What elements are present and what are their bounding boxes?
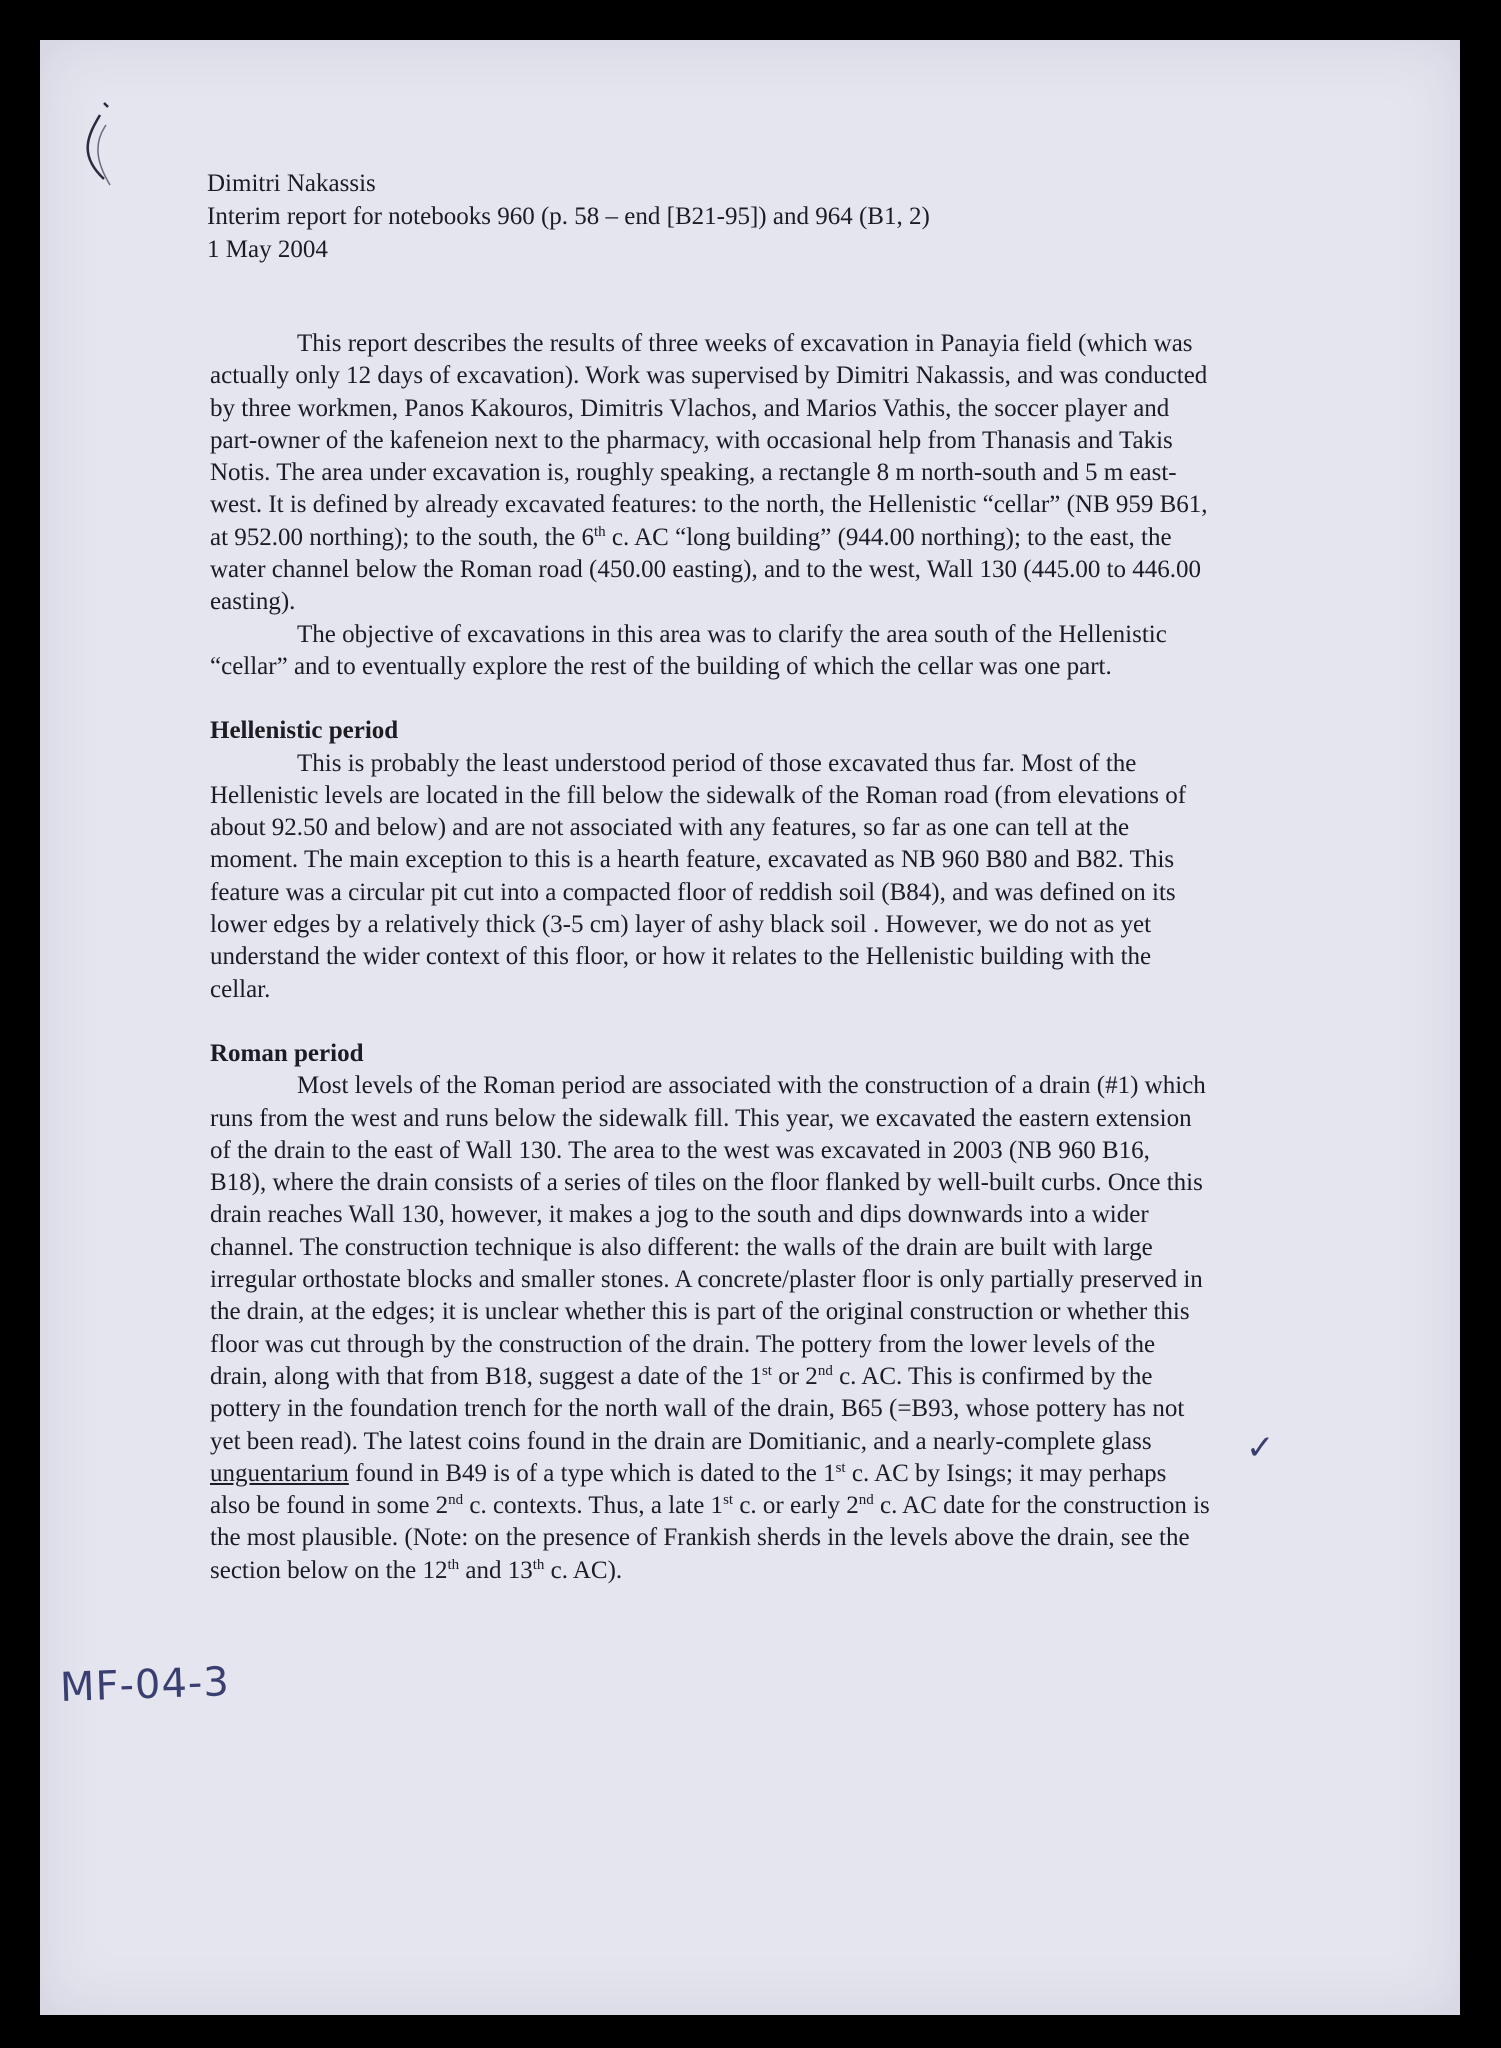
hellenistic-paragraph: This is probably the least understood period of those excavated thus far. Most of the Hellenistic levels are located in the fill below the sidewalk of the Roman road (from elevations of about 92.50 and below) and are not associated with any features, so far as one can tell at the moment. The main exception to this is a hearth feature, excavated as NB 960 B80 and B82. This feature was a circular pit cut into a compacted floor of reddish soil (B84), and was defined on its lower edges by a relatively thick (3-5 cm) layer of ashy black soil . However, we do not as yet understand the wider context of this floor, or how it relates to the Hellenistic building with the cellar. [210, 749, 1187, 1003]
intro-paragraph: This report describes the results of three weeks of excavation in Panayia field (which was actually only 12 days of excavation). Work was supervised by Dimitri Nakassis, and was conducted by three workmen, Panos Kakouros, Dimitris Vlachos, and Marios Vathis, the soccer player and part-owner of the kafeneion next to the pharmacy, with occasional help from Thanasis and Takis Notis. The area under excavation is, roughly speaking, a rectangle 8 m north-south and 5 m east-west. It is defined by already excavated features: to the north, the Hellenistic “cellar” (NB 959 B61, at 952.00 northing); to the south, the 6th c. AC “long building” (944.00 northing); to the east, the water channel below the Roman road (450.00 easting), and to the west, Wall 130 (445.00 to 446.00 easting). [210, 330, 1208, 616]
staple-mark-icon [70, 95, 130, 195]
roman-heading: Roman period [210, 1039, 364, 1067]
author-name: Dimitri Nakassis [207, 170, 376, 197]
report-date: 1 May 2004 [207, 236, 328, 263]
objective-paragraph: The objective of excavations in this area was to clarify the area south of the Hellenistic “cellar” and to eventually explore the rest of the building of which the cellar was one part. [210, 620, 1167, 680]
handwritten-check-mark: ✓ [1246, 1428, 1275, 1468]
report-subtitle: Interim report for notebooks 960 (p. 58 – end [B21-95]) and 964 (B1, 2) [207, 203, 930, 230]
hellenistic-heading: Hellenistic period [210, 717, 399, 745]
report-header [207, 167, 930, 266]
report-body [210, 328, 1210, 1587]
handwritten-margin-reference: MF-04-3 [59, 1659, 231, 1711]
roman-paragraph: Most levels of the Roman period are associated with the construction of a drain (#1) which runs from the west and runs below the sidewalk fill. This year, we excavated the eastern extension of the drain to the east of Wall 130. The area to the west was excavated in 2003 (NB 960 B16, B18), where the drain consists of a series of tiles on the floor flanked by well-built curbs. Once this drain reaches Wall 130, however, it makes a jog to the south and dips downwards into a wider channel. The construction technique is also different: the walls of the drain are built with large irregular orthostate blocks and smaller stones. A concrete/plaster floor is only partially preserved in the drain, at the edges; it is unclear whether this is part of the original construction or whether this floor was cut through by the construction of the drain. The pottery from the lower levels of the drain, along with that from B18, suggest a date of the 1st or 2nd c. AC. This is confirmed by the pottery in the foundation trench for the north wall of the drain, B65 (=B93, whose pottery has not yet been read). The latest coins found in the drain are Domitianic, and a nearly-complete glass unguentarium found in B49 is of a type which is dated to the 1st c. AC by Isings; it may perhaps also be found in some 2nd c. contexts. Thus, a late 1st c. or early 2nd c. AC date for the construction is the most plausible. (Note: on the presence of Frankish sherds in the levels above the drain, see the section below on the 12th and 13th c. AC). [210, 1072, 1210, 1584]
